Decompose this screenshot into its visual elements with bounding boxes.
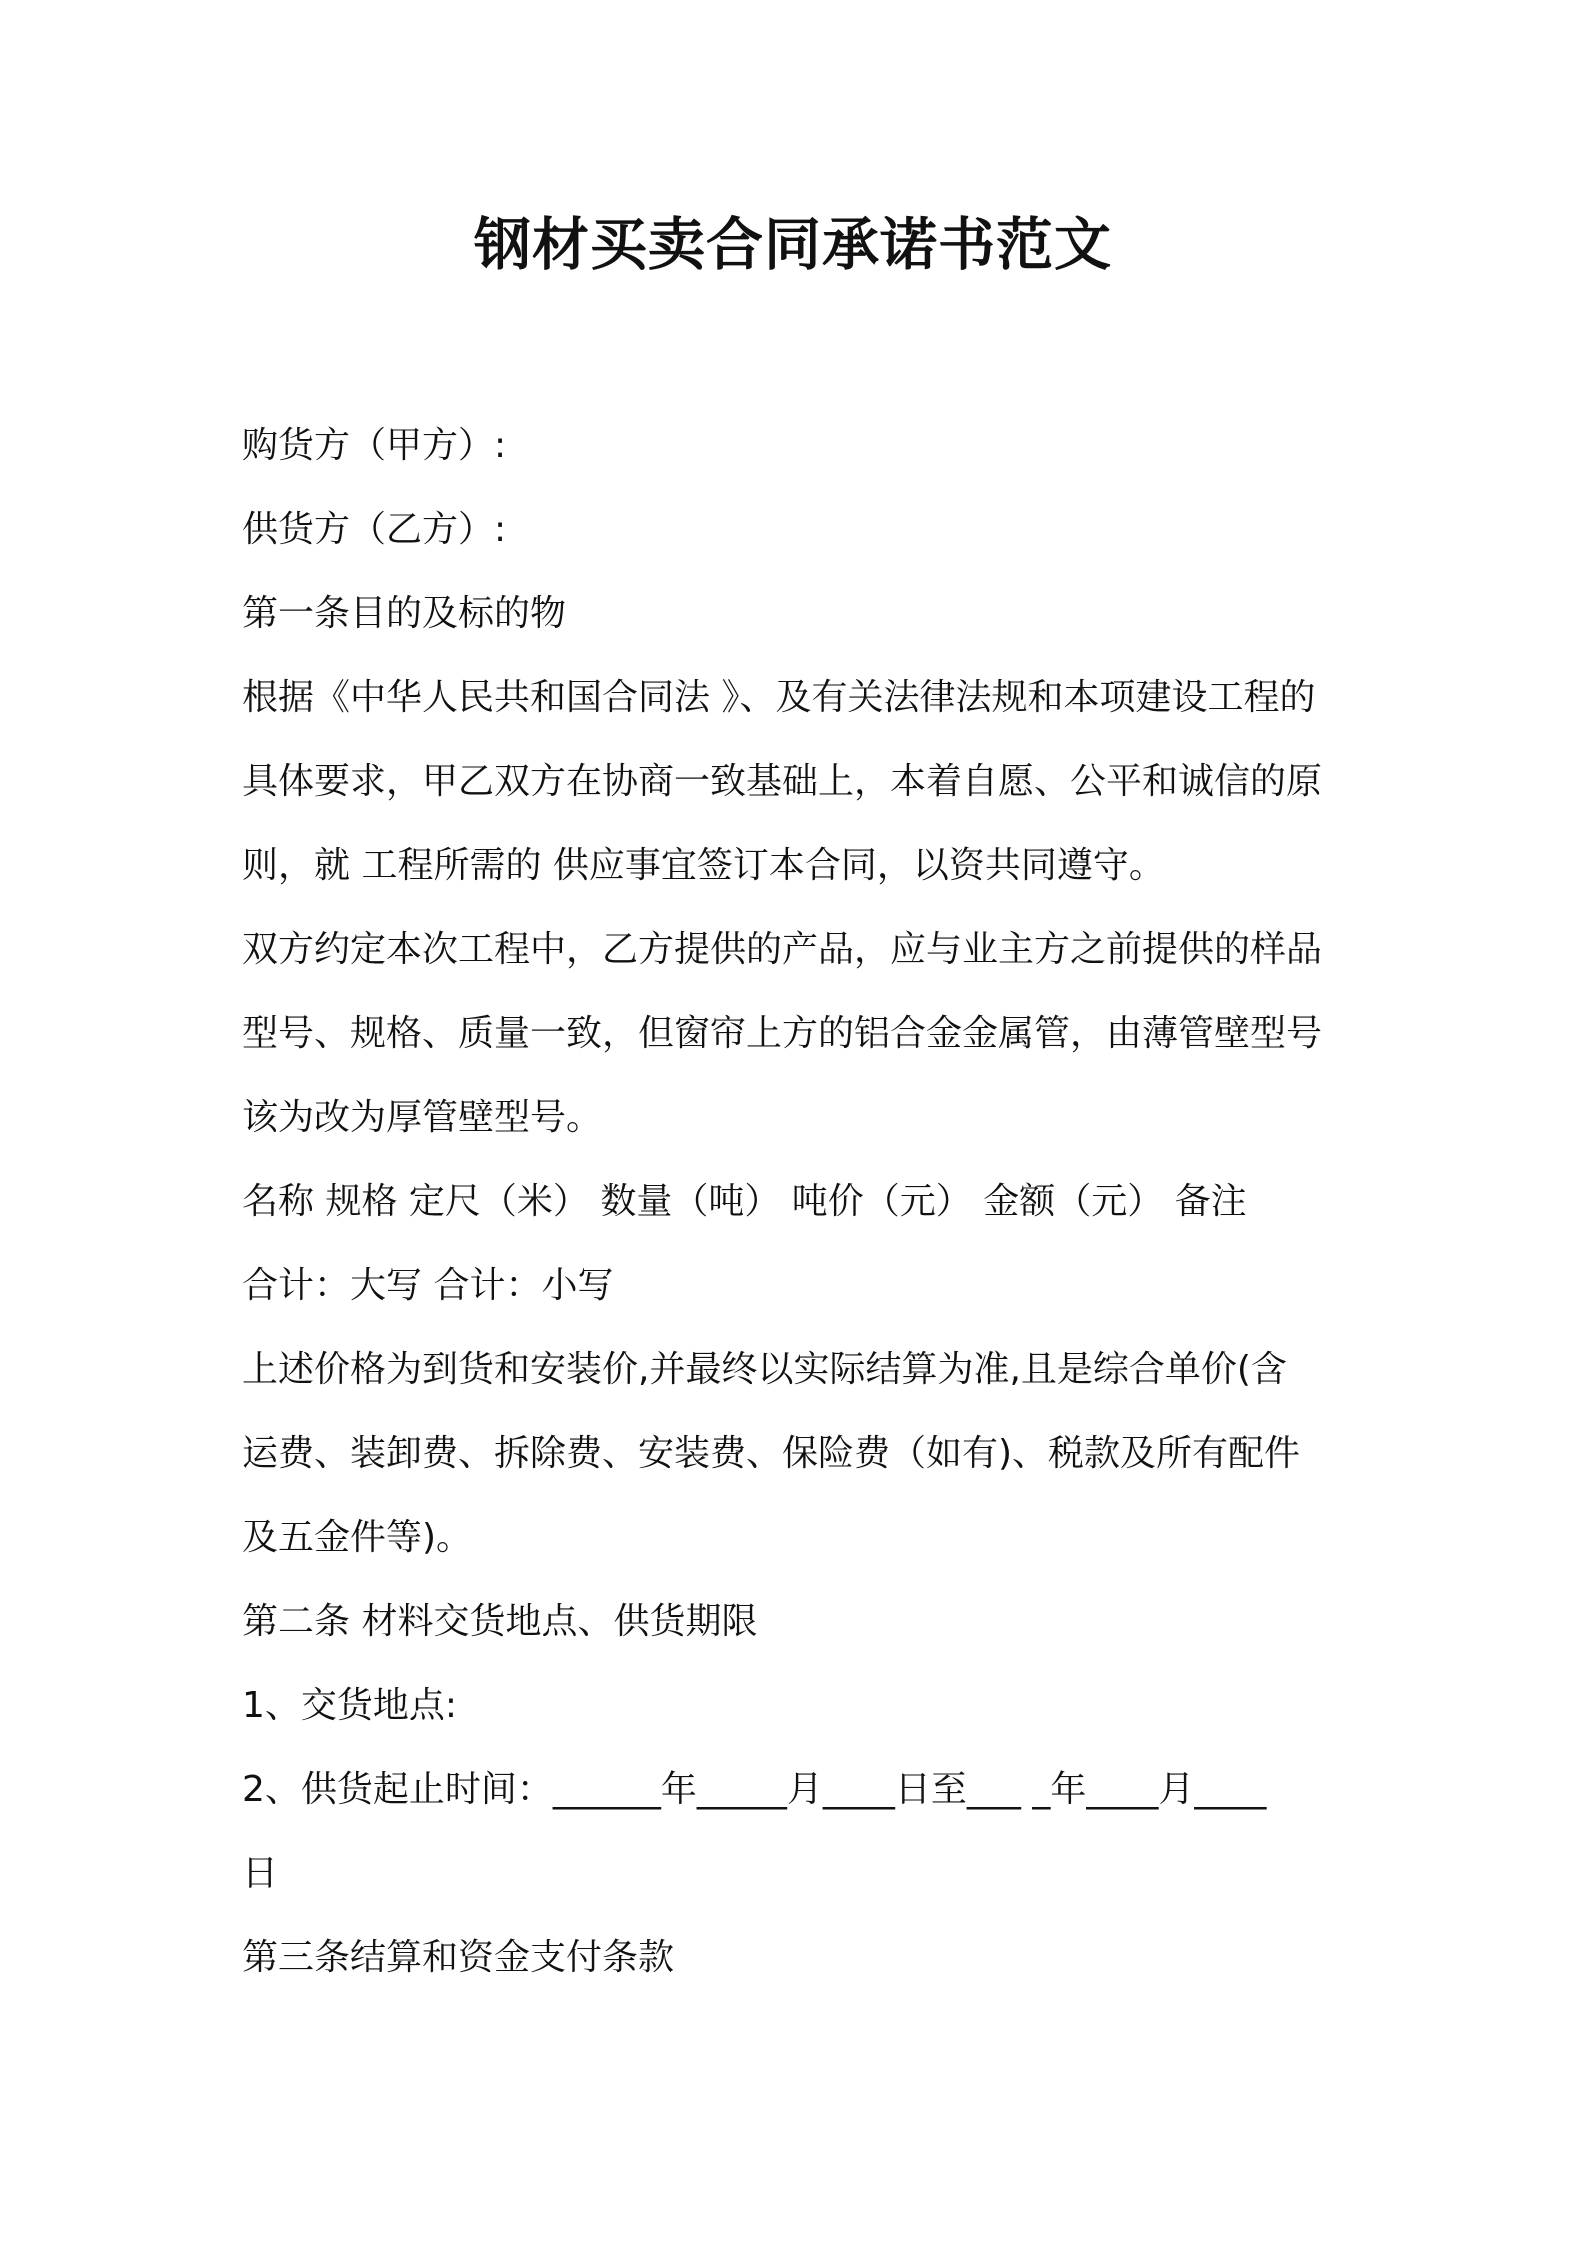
total-line: 合计：大写 合计：小写	[242, 1265, 614, 1306]
paragraph-line: 双方约定本次工程中，乙方提供的产品，应与业主方之前提供的样品	[242, 929, 1323, 970]
paragraph-line: 则，就 工程所需的 供应事宜签订本合同，以资共同遵守。	[242, 845, 1165, 886]
paragraph-line: 具体要求，甲乙双方在协商一致基础上，本着自愿、公平和诚信的原	[242, 761, 1323, 802]
section-heading: 第一条目的及标的物	[242, 593, 567, 634]
section-heading: 第二条 材料交货地点、供货期限	[242, 1601, 758, 1642]
paragraph-line: 根据《中华人民共和国合同法 》、及有关法律法规和本项建设工程的	[242, 677, 1316, 718]
document-body	[242, 404, 1356, 2000]
list-item: 1、交货地点:	[242, 1685, 458, 1726]
paragraph-line: 型号、规格、质量一致，但窗帘上方的铝合金金属管，由薄管壁型号	[242, 1013, 1323, 1054]
paragraph-line: 购货方（甲方）:	[242, 425, 507, 466]
paragraph-line: 上述价格为到货和安装价,并最终以实际结算为准,且是综合单价(含	[242, 1349, 1287, 1390]
list-item: 2、供货起止时间：______年_____月____日至___ _年____月____	[242, 1769, 1267, 1810]
paragraph-line: 及五金件等)。	[242, 1517, 473, 1558]
paragraph-line: 该为改为厚管壁型号。	[242, 1097, 603, 1138]
paragraph-line: 供货方（乙方）:	[242, 509, 507, 550]
paragraph-line: 运费、装卸费、拆除费、安装费、保险费（如有)、税款及所有配件	[242, 1433, 1301, 1474]
section-heading: 第三条结算和资金支付条款	[242, 1937, 675, 1978]
document-title: 钢材买卖合同承诺书范文	[474, 212, 1112, 278]
paragraph-line: 日	[242, 1853, 279, 1894]
table-header-line: 名称 规格 定尺（米） 数量（吨） 吨价（元） 金额（元） 备注	[242, 1181, 1247, 1222]
